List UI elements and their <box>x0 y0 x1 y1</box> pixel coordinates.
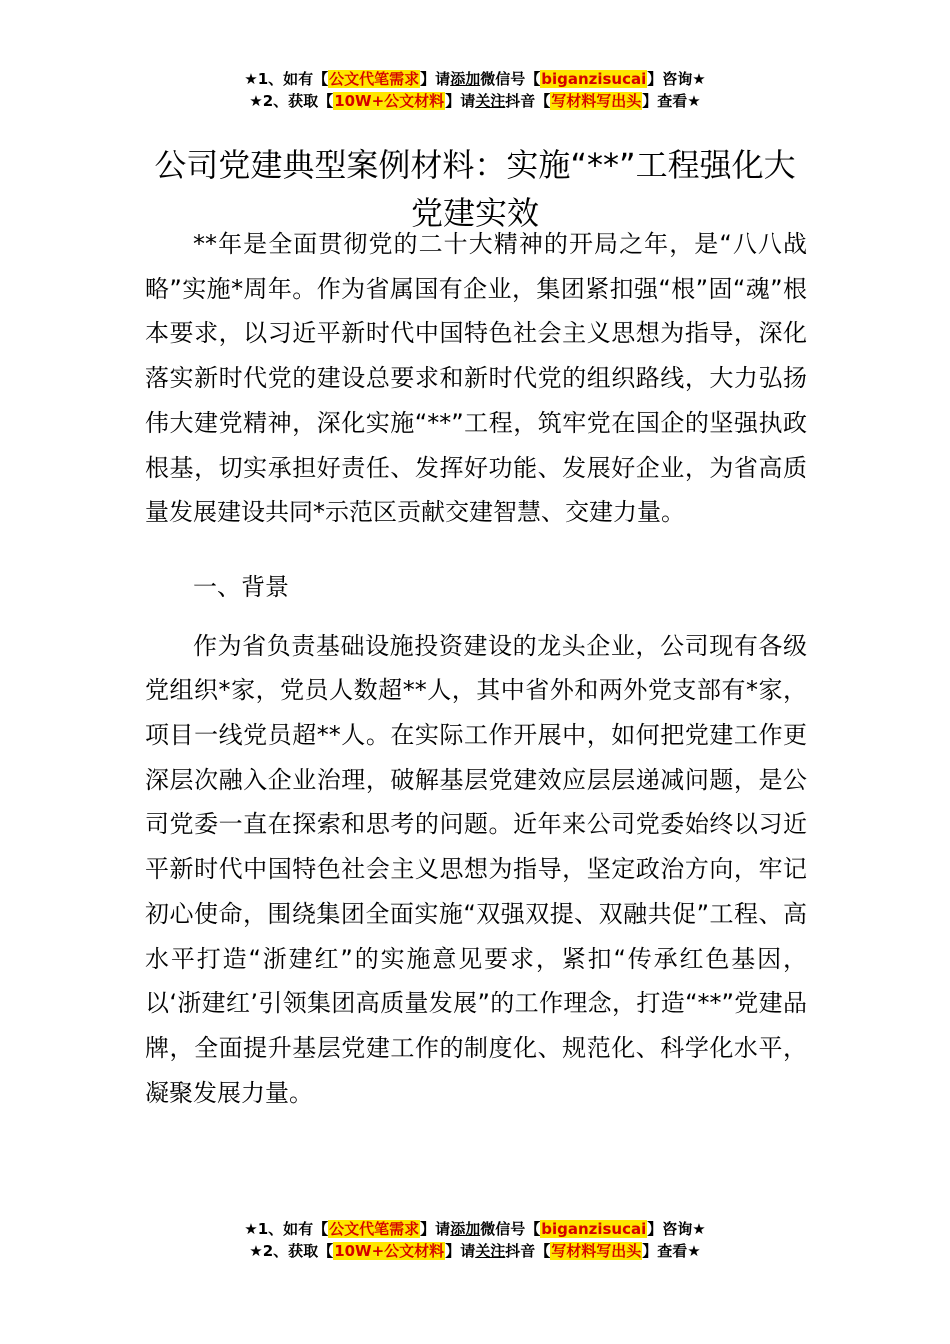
promo-text: 抖音【 <box>505 92 551 110</box>
promo-highlight: 10W+公文材料 <box>334 92 445 110</box>
promo-douyin-id: 写材料写出头 <box>551 92 642 110</box>
promo-douyin-id: 写材料写出头 <box>551 1242 642 1260</box>
promo-underlined: 添加 <box>450 1220 481 1238</box>
document-title: 公司党建典型案例材料：实施“**”工程强化大党建实效 <box>154 146 796 233</box>
promo-text: 】请 <box>445 92 476 110</box>
promo-text: ★2、获取【 <box>249 1242 334 1260</box>
promo-text: 】查看★ <box>642 1242 701 1260</box>
promo-highlight: 10W+公文材料 <box>334 1242 445 1260</box>
promo-highlight: 公文代笔需求 <box>329 1220 420 1238</box>
promo-text: ★2、获取【 <box>249 92 334 110</box>
promo-line-2 <box>0 90 950 112</box>
promo-text: 】查看★ <box>642 92 701 110</box>
promo-underlined: 关注 <box>475 1242 506 1260</box>
promo-underlined: 关注 <box>475 92 506 110</box>
promo-text: 】咨询★ <box>647 1220 706 1238</box>
document-body <box>145 222 807 1115</box>
promo-text: ★1、如有【 <box>244 70 329 88</box>
promo-underlined: 添加 <box>450 70 481 88</box>
promo-line-1 <box>0 68 950 90</box>
promo-wechat-id: biganzisucai <box>541 70 647 88</box>
promo-text: 】请 <box>420 1220 451 1238</box>
promo-line-2 <box>0 1240 950 1262</box>
promo-text: 微信号【 <box>480 70 541 88</box>
promo-banner-bottom <box>0 1218 950 1262</box>
promo-text: ★1、如有【 <box>244 1220 329 1238</box>
promo-text: 】咨询★ <box>647 70 706 88</box>
promo-wechat-id: biganzisucai <box>541 1220 647 1238</box>
promo-highlight: 公文代笔需求 <box>329 70 420 88</box>
section-heading: 一、背景 <box>193 572 289 601</box>
section-paragraph: 作为省负责基础设施投资建设的龙头企业，公司现有各级党组织*家，党员人数超**人，其中省外和两外党支部有*家，项目一线党员超**人。在实际工作开展中，如何把党建工作更深层次融入企业治理，破解基层党建效应层层递减问题，是公司党委一直在探索和思考的问题。近年来公司党委始终以习近平新时代中国特色社会主义思想为指导，坚定政治方向，牢记初心使命，围绕集团全面实施“双强双提、双融共促”工程、高水平打造“浙建红”的实施意见要求，紧扣“传承红色基因，以‘浙建红’引领集团高质量发展”的工作理念，打造“**”党建品牌，全面提升基层党建工作的制度化、规范化、科学化水平，凝聚发展力量。 <box>145 631 807 1107</box>
promo-banner-top <box>0 68 950 112</box>
intro-paragraph: **年是全面贯彻党的二十大精神的开局之年，是“八八战略”实施*周年。作为省属国有企业，集团紧扣强“根”固“魂”根本要求，以习近平新时代中国特色社会主义思想为指导，深化落实新时代党的建设总要求和新时代党的组织路线，大力弘扬伟大建党精神，深化实施“**”工程，筑牢党在国企的坚强执政根基，切实承担好责任、发挥好功能、发展好企业，为省高质量发展建设共同*示范区贡献交建智慧、交建力量。 <box>145 230 807 527</box>
promo-text: 】请 <box>445 1242 476 1260</box>
promo-text: 微信号【 <box>480 1220 541 1238</box>
promo-line-1 <box>0 1218 950 1240</box>
promo-text: 】请 <box>420 70 451 88</box>
promo-text: 抖音【 <box>505 1242 551 1260</box>
